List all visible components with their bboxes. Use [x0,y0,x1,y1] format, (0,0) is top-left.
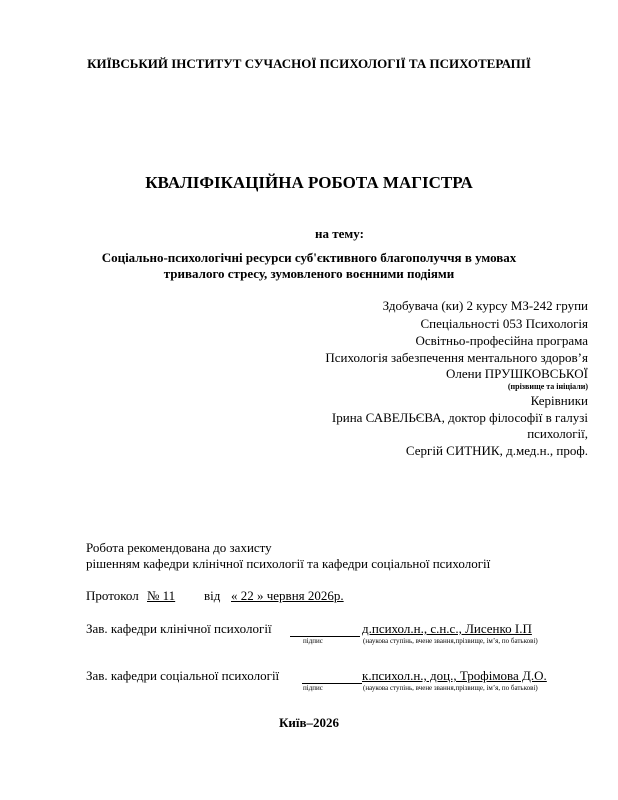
document-title: КВАЛІФІКАЦІЙНА РОБОТА МАГІСТРА [145,173,473,192]
student-specialty: Спеціальності 053 Психологія [420,316,588,331]
supervisor-2: Сергій СИТНИК, д.мед.н., проф. [405,443,588,458]
head-social-sign-hint: підпис [303,684,323,692]
student-program-label: Освітньо-професійна програма [415,333,588,348]
supervisors-label: Керівники [530,393,588,408]
protocol-date: « 22 » червня 2026р. [231,588,344,603]
supervisor-1-line-1: Ірина САВЕЛЬЄВА, доктор філософії в галузі [331,410,588,425]
topic-label: на тему: [315,226,364,241]
head-social-name-hint: (наукова ступінь, вчене звання,прізвище, ім’я, по батькові) [363,684,538,692]
protocol-number: № 11 [147,588,176,603]
head-social-name: к.психол.н., доц., Трофімова Д.О. [362,668,547,683]
topic-line-1: Соціально-психологічні ресурси суб'єктивного благополуччя в умовах [101,250,517,265]
institute-name: КИЇВСЬКИЙ ІНСТИТУТ СУЧАСНОЇ ПСИХОЛОГІЇ ТА ПСИХОТЕРАПІЇ [87,56,531,71]
head-clinical-name-hint: (наукова ступінь, вчене звання,прізвище, ім’я, по батькові) [363,637,538,645]
topic-line-2: тривалого стресу, зумовленого воєнними подіями [163,266,455,281]
student-course-group: Здобувача (ки) 2 курсу МЗ-242 групи [382,298,588,313]
head-clinical-sign-hint: підпис [303,637,323,645]
head-social-label: Зав. кафедри соціальної психології [86,668,280,683]
student-name-hint: (прізвище та ініціали) [507,382,588,391]
recommendation-line-2: рішенням кафедри клінічної психології та кафедри соціальної психології [86,556,491,571]
head-clinical-name: д.психол.н., с.н.с., Лисенко І.П [362,621,532,636]
student-program-name: Психологія забезпечення ментального здоров’я [325,350,588,365]
head-clinical-signature-line [290,636,360,637]
student-name: Олени ПРУШКОВСЬКОЇ [445,366,588,381]
protocol-label: Протокол [86,588,139,603]
protocol-from: від [204,588,221,603]
head-clinical-label: Зав. кафедри клінічної психології [86,621,272,636]
footer-city-year: Київ–2026 [278,715,340,730]
recommendation-line-1: Робота рекомендована до захисту [86,540,272,555]
supervisor-1-line-2: психології, [527,426,588,441]
